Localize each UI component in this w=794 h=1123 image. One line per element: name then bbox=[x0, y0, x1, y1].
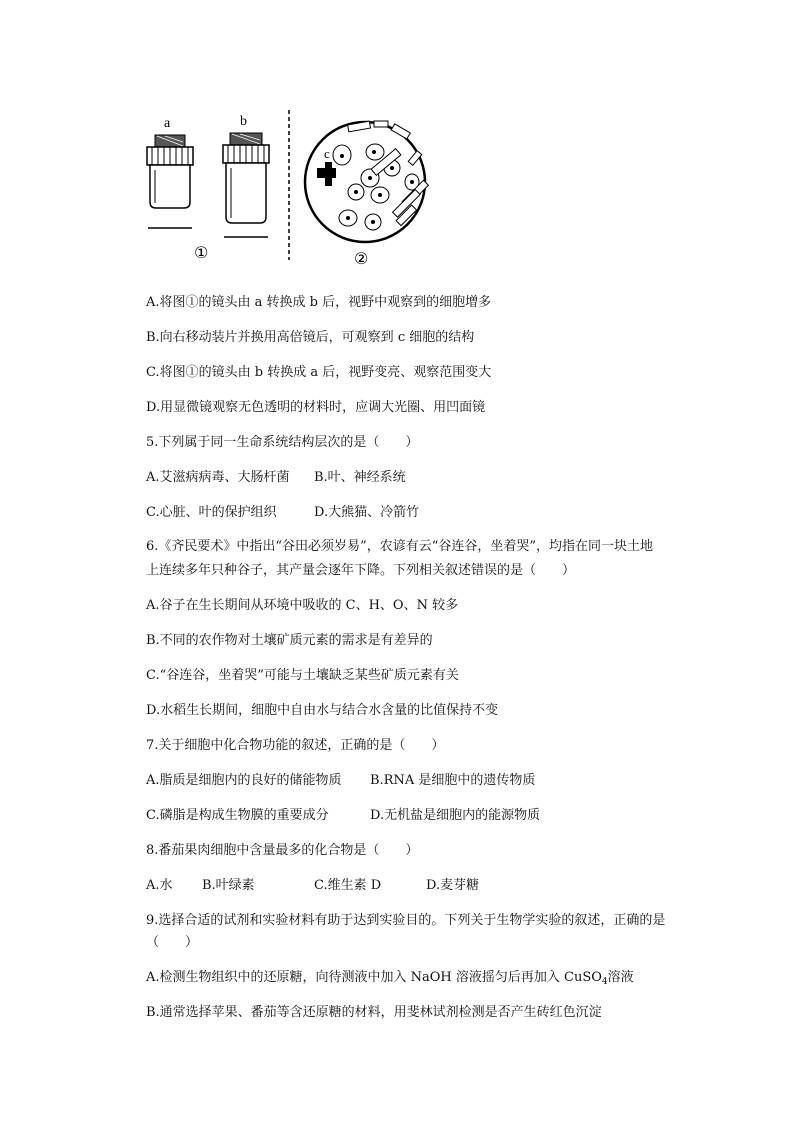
q4-option-b: B.向右移动装片并换用高倍镜后，可观察到 c 细胞的结构 bbox=[146, 330, 475, 345]
q7-option-d: D.无机盐是细胞内的能源物质 bbox=[370, 808, 541, 823]
q7-option-b: B.RNA 是细胞中的遗传物质 bbox=[370, 773, 536, 788]
q5-stem: 5.下列属于同一生命系统结构层次的是（ ） bbox=[146, 435, 419, 450]
q4-option-d: D.用显微镜观察无色透明的材料时，应调大光圈、用凹面镜 bbox=[146, 400, 486, 415]
field-of-view bbox=[305, 121, 428, 242]
q9-stem-line1: 9.选择合适的试剂和实验材料有助于达到实验目的。下列关于生物学实验的叙述，正确的是 bbox=[146, 913, 666, 928]
q6-option-b: B.不同的农作物对土壤矿质元素的需求是有差异的 bbox=[146, 633, 433, 648]
q8-option-b: B.叶绿素 bbox=[202, 878, 255, 893]
q9-stem-line2: （ ） bbox=[146, 935, 199, 950]
q8-option-d: D.麦芽糖 bbox=[426, 878, 480, 893]
q7-option-a: A.脂质是细胞内的良好的储能物质 bbox=[146, 773, 342, 788]
q8-option-c: C.维生素 D bbox=[314, 878, 382, 893]
q5-option-d: D.大熊猫、冷箭竹 bbox=[314, 505, 420, 520]
q5-option-b: B.叶、神经系统 bbox=[314, 470, 406, 485]
q6-stem-line2: 上连续多年只种谷子，其产量会逐年下降。下列相关叙述错误的是（ ） bbox=[146, 563, 576, 578]
q4-option-c: C.将图①的镜头由 b 转换成 a 后，视野变亮、观察范围变大 bbox=[146, 365, 492, 380]
label-c: c bbox=[324, 146, 330, 161]
caption-2: ② bbox=[354, 249, 369, 268]
label-b: b bbox=[240, 114, 247, 129]
q6-option-c: C.“谷连谷，坐着哭”可能与土壤缺乏某些矿质元素有关 bbox=[146, 668, 459, 683]
objective-lens-b bbox=[223, 133, 269, 237]
q9-option-a-subscript: 4 bbox=[601, 977, 608, 987]
q5-option-c: C.心脏、叶的保护组织 bbox=[146, 505, 277, 520]
q4-option-a: A.将图①的镜头由 a 转换成 b 后，视野中观察到的细胞增多 bbox=[146, 295, 492, 310]
q9-option-a-text: A.检测生物组织中的还原糖，向待测液中加入 NaOH 溶液摇匀后再加入 CuSO bbox=[146, 970, 602, 985]
q9-option-b: B.通常选择苹果、番茄等含还原糖的材料，用斐林试剂检测是否产生砖红色沉淀 bbox=[146, 1005, 602, 1020]
label-a: a bbox=[164, 116, 171, 131]
q7-option-c: C.磷脂是构成生物膜的重要成分 bbox=[146, 808, 329, 823]
q8-stem: 8.番茄果肉细胞中含量最多的化合物是（ ） bbox=[146, 843, 419, 858]
caption-1: ① bbox=[194, 243, 209, 262]
objective-lens-a bbox=[147, 135, 193, 228]
q6-stem-line1: 6.《齐民要术》中指出“谷田必须岁易”，农谚有云“谷连谷，坐着哭”，均指在同一块土地 bbox=[146, 539, 653, 554]
q8-option-a: A.水 bbox=[146, 878, 173, 893]
q7-stem: 7.关于细胞中化合物功能的叙述，正确的是（ ） bbox=[146, 738, 445, 753]
q6-option-d: D.水稻生长期间，细胞中自由水与结合水含量的比值保持不变 bbox=[146, 703, 499, 718]
q6-option-a: A.谷子在生长期间从环境中吸收的 C、H、O、N 较多 bbox=[146, 598, 459, 613]
q9-option-a bbox=[146, 969, 634, 991]
microscope-figure bbox=[130, 100, 440, 280]
q5-option-a: A.艾滋病病毒、大肠杆菌 bbox=[146, 470, 290, 485]
q9-option-a-tail: 溶液 bbox=[607, 970, 634, 985]
